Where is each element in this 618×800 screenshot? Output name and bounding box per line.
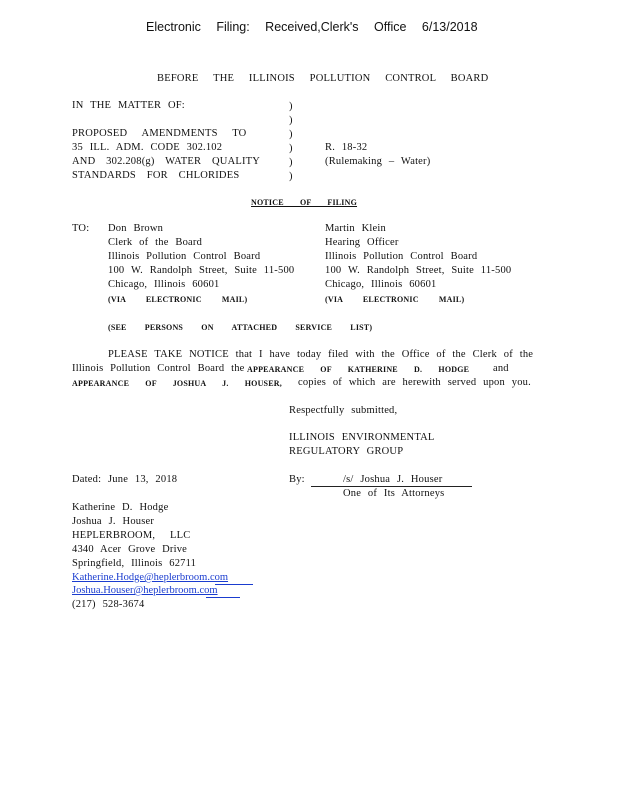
caption-line-3: AND 302.208(g) WATER QUALITY [72,156,261,167]
respectfully-submitted: Respectfully submitted, [289,405,398,416]
caption-paren-column [289,100,293,184]
caption-matter: IN THE MATTER OF: [72,100,185,111]
notice-title: NOTICE OF FILING [251,198,358,207]
body-line-3a: APPEARANCE OF JOSHUA J. HOUSER, [72,379,282,388]
recipient-name: Don Brown [108,223,164,234]
email-link-hodge[interactable]: Katherine.Hodge@heplerbroom.com [72,572,229,583]
recipient-street: 100 W. Randolph Street, Suite 11-500 [325,265,512,276]
caption-line-2: 35 ILL. ADM. CODE 302.102 [72,142,223,153]
recipient-title: Hearing Officer [325,237,399,248]
firm-phone: (217) 528-3674 [72,599,145,610]
body-line-1: PLEASE TAKE NOTICE that I have today filed with the Office of the Clerk of the [108,349,534,360]
paren: ) [289,115,293,126]
firm-street: 4340 Acer Grove Drive [72,544,188,555]
paren: ) [289,157,293,168]
client-org-line-2: REGULATORY GROUP [289,446,404,457]
attorney-name-2: Joshua J. Houser [72,516,155,527]
recipient-city: Chicago, Illinois 60601 [325,279,437,290]
firm-city: Springfield, Illinois 62711 [72,558,197,569]
case-type: (Rulemaking – Water) [325,156,431,167]
filing-stamp-header: Electronic Filing: Received,Clerk's Office 6/13/2018 [146,20,478,34]
email-underline-tail [215,584,253,585]
recipient-city: Chicago, Illinois 60601 [108,279,220,290]
law-firm: HEPLERBROOM, LLC [72,530,191,541]
signature-caption: One of Its Attorneys [343,488,445,499]
email-link-houser[interactable]: Joshua.Houser@heplerbroom.com [72,585,218,596]
board-title: BEFORE THE ILLINOIS POLLUTION CONTROL BOARD [157,73,489,84]
recipient-title: Clerk of the Board [108,237,203,248]
recipient-org: Illinois Pollution Control Board [325,251,478,262]
paren: ) [289,143,293,154]
date-line: Dated: June 13, 2018 [72,474,178,485]
signature: /s/ Joshua J. Houser [343,474,443,485]
signature-line [311,486,472,487]
body-line-2c: and [493,363,509,374]
recipient-via: (VIA ELECTRONIC MAIL) [108,295,248,304]
recipient-via: (VIA ELECTRONIC MAIL) [325,295,465,304]
paren: ) [289,171,293,182]
to-label: TO: [72,223,90,234]
client-org-line-1: ILLINOIS ENVIRONMENTAL [289,432,435,443]
body-line-3b: copies of which are herewith served upon you. [298,377,531,388]
service-list-note: (SEE PERSONS ON ATTACHED SERVICE LIST) [108,323,373,332]
body-line-2b: APPEARANCE OF KATHERINE D. HODGE [247,365,470,374]
paren: ) [289,101,293,112]
recipient-street: 100 W. Randolph Street, Suite 11-500 [108,265,295,276]
case-number: R. 18-32 [325,142,368,153]
by-label: By: [289,474,305,485]
caption-line-1: PROPOSED AMENDMENTS TO [72,128,247,139]
attorney-name-1: Katherine D. Hodge [72,502,169,513]
email-underline-tail [206,597,240,598]
paren: ) [289,129,293,140]
recipient-name: Martin Klein [325,223,386,234]
recipient-org: Illinois Pollution Control Board [108,251,261,262]
caption-line-4: STANDARDS FOR CHLORIDES [72,170,240,181]
body-line-2a: Illinois Pollution Control Board the [72,363,245,374]
